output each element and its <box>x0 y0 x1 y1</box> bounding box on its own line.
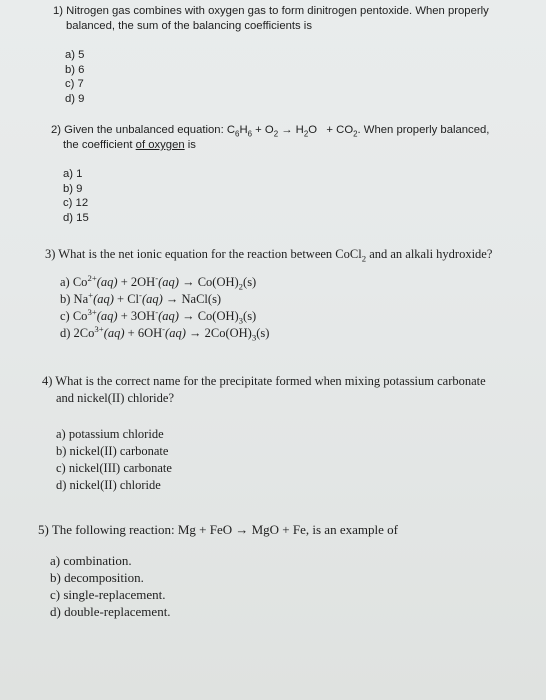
question-1-stem-line-2: balanced, the sum of the balancing coefficients is <box>66 20 312 32</box>
question-1-option-c: c) 7 <box>65 78 84 90</box>
question-1-stem <box>53 4 523 34</box>
option-text: d) 2Co <box>60 326 95 340</box>
question-2-option-b: b) 9 <box>63 182 83 195</box>
question-1 <box>53 4 523 106</box>
option-text: (aq) <box>96 309 118 323</box>
subscript: 2 <box>353 129 358 139</box>
subscript: 6 <box>247 129 253 139</box>
question-4-option-a: a) potassium chloride <box>56 427 164 441</box>
question-2-text: 2) Given the unbalanced equation: C <box>51 124 236 136</box>
question-5-stem: 5) The following reaction: Mg + FeO → MgO + Fe, is an example of <box>38 522 398 537</box>
question-4-options <box>56 426 532 494</box>
question-5-option-c: c) single-replacement. <box>50 587 166 602</box>
option-text: c) Co <box>60 309 88 323</box>
question-4-option-b: b) nickel(II) carbonate <box>56 444 169 458</box>
option-text: → 2Co(OH) <box>185 326 252 340</box>
question-2 <box>51 123 521 225</box>
option-text: (s) <box>243 309 257 323</box>
question-4-stem <box>42 373 532 407</box>
option-text: (aq) <box>158 275 179 289</box>
question-5-option-d: d) double-replacement. <box>50 604 171 619</box>
superscript: - <box>155 272 159 283</box>
option-text: + 2OH <box>117 275 156 289</box>
option-text: b) Na <box>60 292 89 306</box>
superscript: 2+ <box>87 272 97 283</box>
subscript: 2 <box>361 253 367 264</box>
question-2-text: → H <box>278 124 304 136</box>
question-1-stem-line-1: 1) Nitrogen gas combines with oxygen gas to form dinitrogen pentoxide. When properly <box>53 5 489 17</box>
question-4-stem-line-2: and nickel(II) chloride? <box>56 391 174 405</box>
option-text: (aq) <box>165 326 186 340</box>
question-3-options <box>60 274 525 342</box>
question-1-option-d: d) 9 <box>65 92 85 105</box>
option-text: + Cl <box>113 292 140 306</box>
option-text: → NaCl(s) <box>162 292 222 306</box>
question-2-text: H <box>239 124 248 136</box>
underlined-oxygen: of oxygen <box>135 139 185 151</box>
question-3-text: and an alkali hydroxide? <box>366 247 493 261</box>
question-2-text: . When properly balanced, <box>357 124 490 136</box>
question-4-option-d: d) nickel(II) chloride <box>56 478 161 492</box>
question-2-option-d: d) 15 <box>63 211 89 224</box>
subscript: 2 <box>303 129 309 139</box>
option-text: (aq) <box>141 292 163 306</box>
option-text: (aq) <box>96 275 118 289</box>
question-1-option-a: a) 5 <box>65 49 85 61</box>
question-3-stem <box>45 246 525 263</box>
question-2-text: is <box>184 139 196 151</box>
option-text: (s) <box>256 326 270 340</box>
question-2-option-c: c) 12 <box>63 197 89 209</box>
question-3-option-a <box>60 274 525 291</box>
subscript: 6 <box>235 129 240 139</box>
option-text: a) Co <box>60 275 88 289</box>
question-3-text: 3) What is the net ionic equation for the reaction between CoCl <box>45 247 362 261</box>
superscript: 3+ <box>87 306 97 317</box>
question-2-stem <box>51 123 521 153</box>
superscript: - <box>139 289 142 300</box>
option-text: + 3OH <box>117 309 156 323</box>
question-2-option-a: a) 1 <box>63 168 83 180</box>
subscript: 3 <box>238 315 244 326</box>
question-3-option-c <box>60 308 525 325</box>
question-4 <box>42 373 532 494</box>
superscript: - <box>162 323 166 334</box>
question-3-option-b <box>60 291 525 308</box>
question-4-option-c: c) nickel(III) carbonate <box>56 461 172 475</box>
question-3 <box>45 246 525 342</box>
option-text: + 6OH <box>124 326 163 340</box>
option-text: (aq) <box>103 326 125 340</box>
subscript: 2 <box>238 281 244 292</box>
question-4-stem-line-1: 4) What is the correct name for the precipitate formed when mixing potassium carbonate <box>42 374 486 388</box>
subscript: 3 <box>251 332 257 343</box>
question-5 <box>38 521 528 620</box>
question-1-options <box>65 48 523 106</box>
question-5-option-a: a) combination. <box>50 553 132 568</box>
subscript: 2 <box>273 129 279 139</box>
superscript: 3+ <box>94 323 104 334</box>
question-1-option-b: b) 6 <box>65 63 85 76</box>
question-5-option-b: b) decomposition. <box>50 570 144 585</box>
question-2-text: O + CO <box>308 124 354 136</box>
option-text: → Co(OH) <box>178 275 239 289</box>
question-5-options <box>50 552 528 620</box>
question-2-options <box>63 167 521 225</box>
option-text: (s) <box>243 275 257 289</box>
question-3-option-d <box>60 325 525 342</box>
option-text: → Co(OH) <box>178 309 239 323</box>
superscript: + <box>88 289 94 300</box>
question-2-text: the coefficient <box>63 139 136 151</box>
superscript: - <box>155 306 159 317</box>
option-text: (aq) <box>93 292 114 306</box>
option-text: (aq) <box>158 309 179 323</box>
question-2-text: + O <box>252 124 274 136</box>
